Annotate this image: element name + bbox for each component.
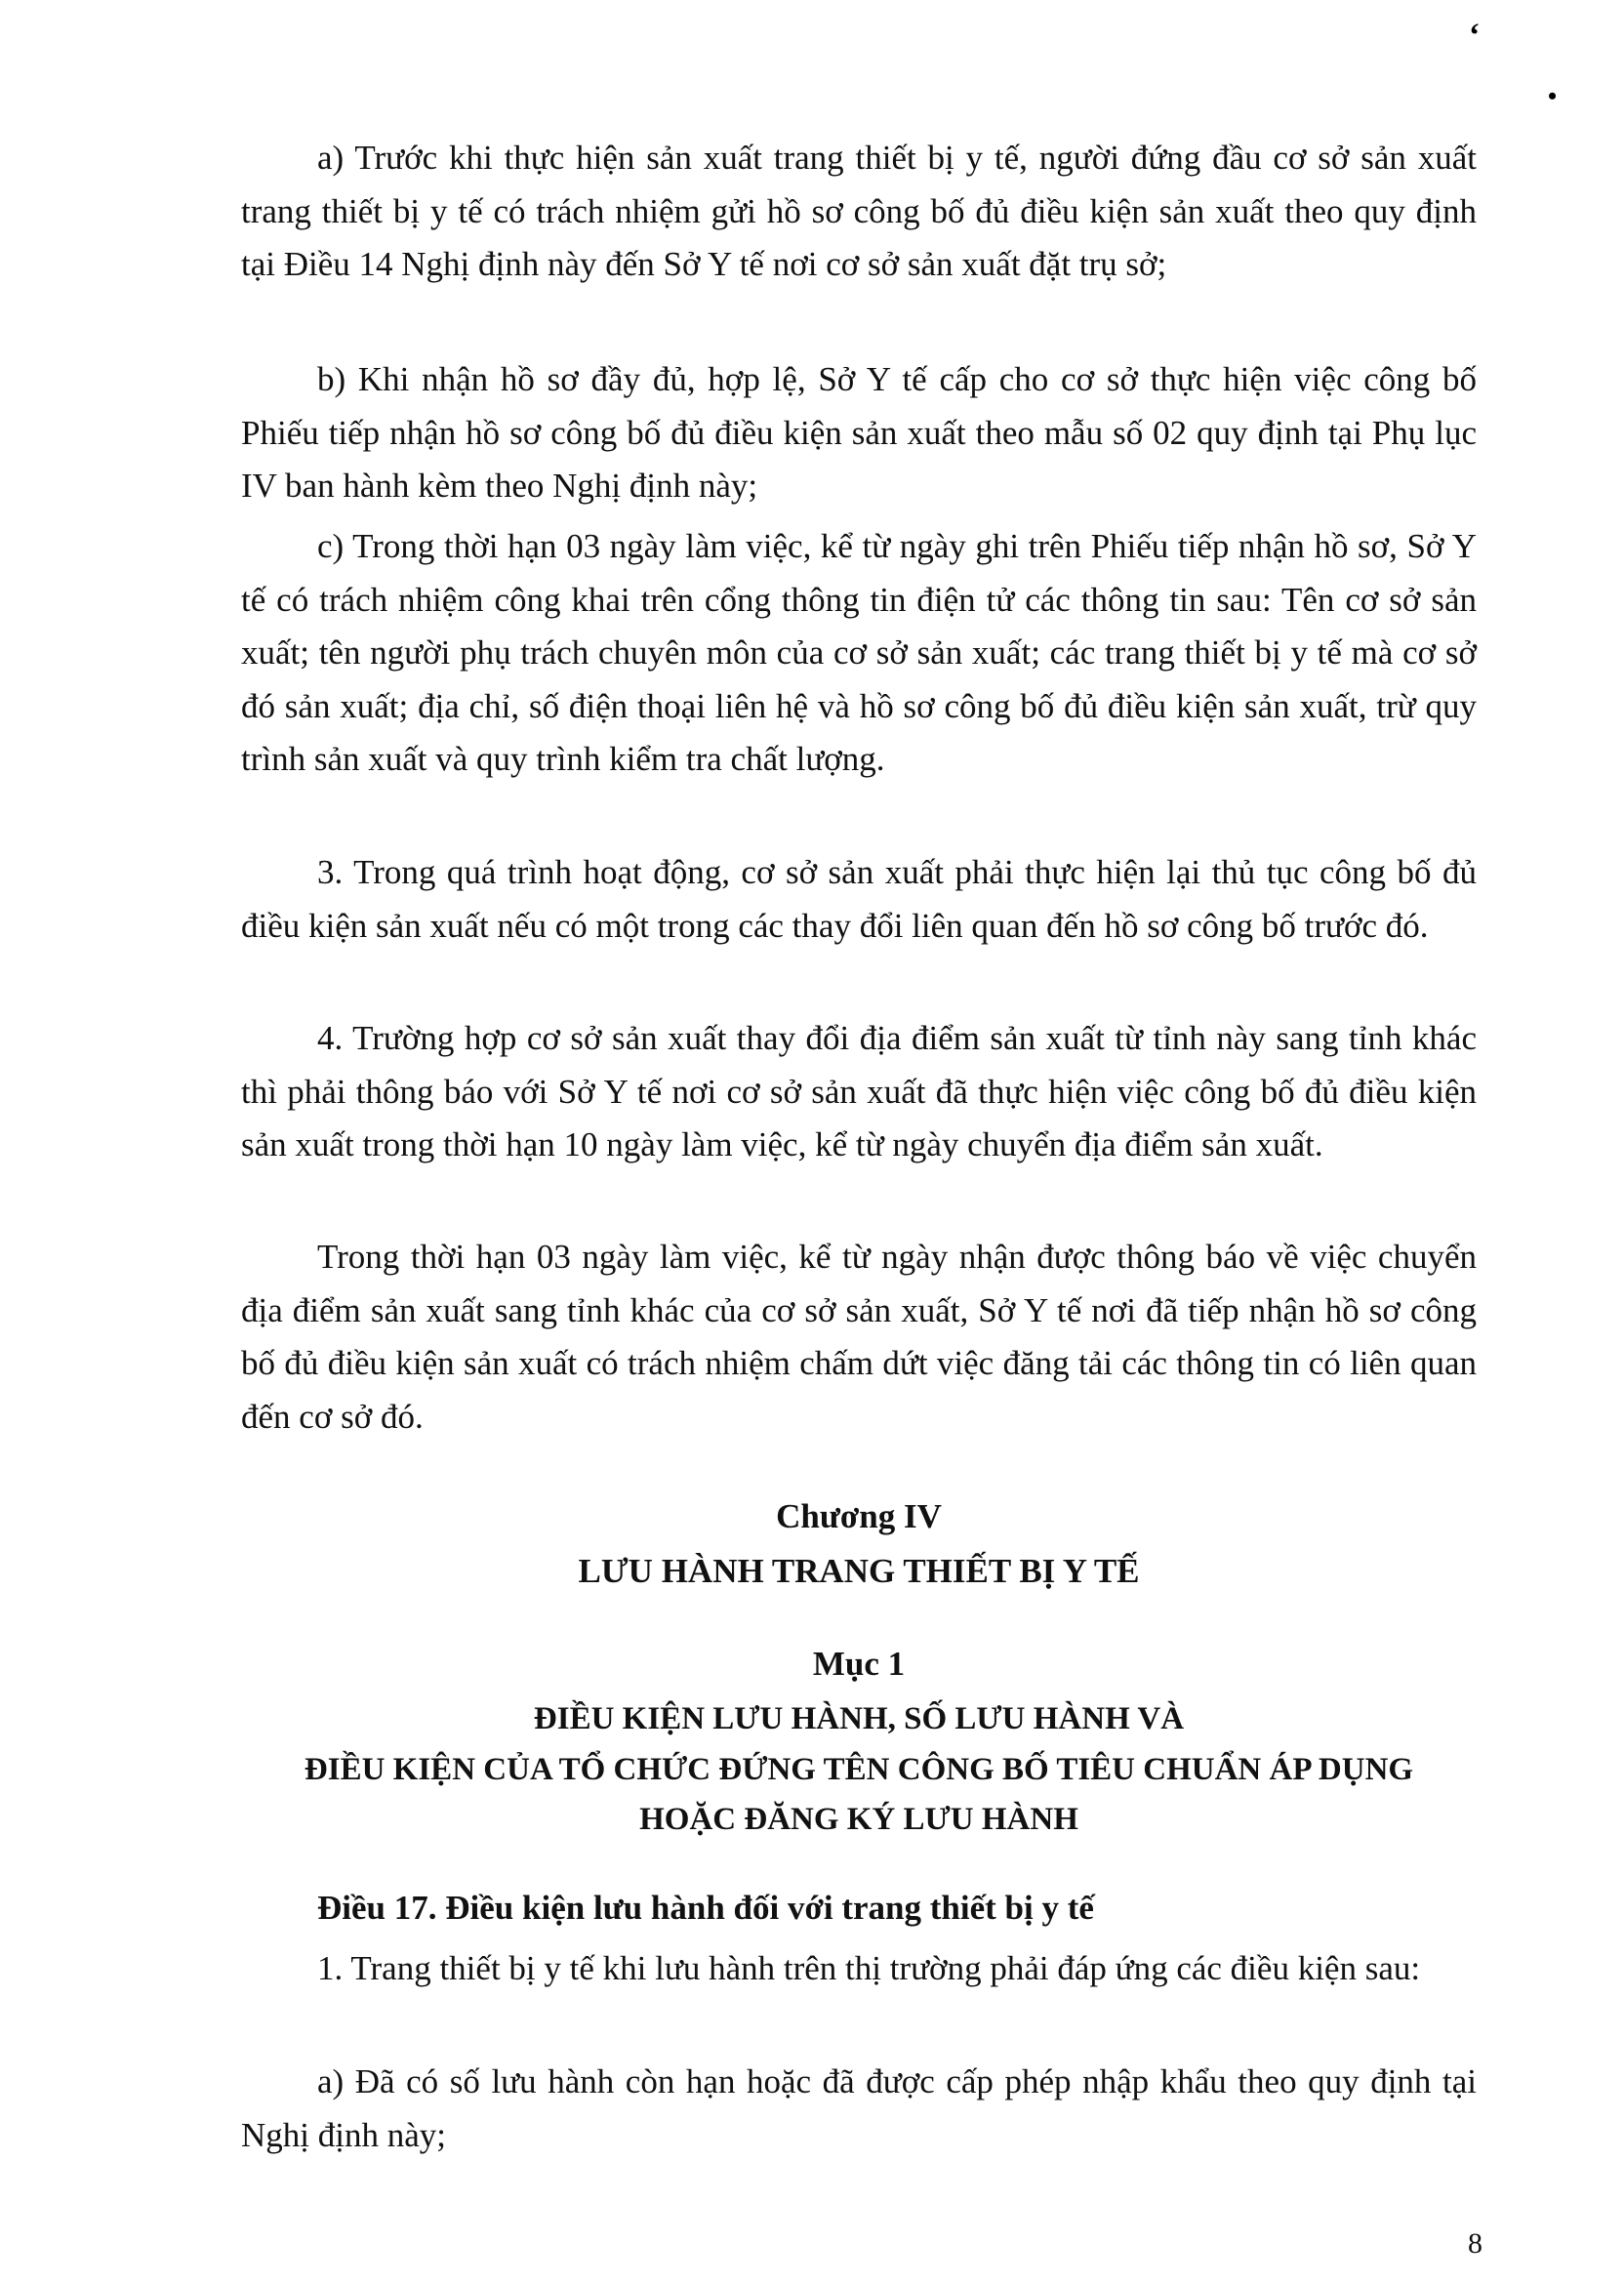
paragraph-notice-period: Trong thời hạn 03 ngày làm việc, kể từ ngày nhận được thông báo về việc chuyển địa điểm sản xuất sang tỉnh khác của cơ sở sản xuất, Sở Y tế nơi đã tiếp nhận hồ sơ công bố đủ điều kiện sản xuất có trách nhiệm chấm dứt việc đăng tải các thông tin có liên quan đến cơ sở đó. xyxy=(241,1238,1477,1436)
section-title-line-1: ĐIỀU KIỆN LƯU HÀNH, SỐ LƯU HÀNH VÀ xyxy=(533,1701,1185,1736)
paragraph-c: c) Trong thời hạn 03 ngày làm việc, kể từ ngày ghi trên Phiếu tiếp nhận hồ sơ, Sở Y tế có trách nhiệm công khai trên cổng thông tin điện tử các thông tin sau: Tên cơ sở sản xuất; tên người phụ trách chuyên môn của cơ sở sản xuất; các trang thiết bị y tế mà cơ sở đó sản xuất; địa chỉ, số điện thoại liên hệ và hồ sơ công bố đủ điều kiện sản xuất, trừ quy trình sản xuất và quy trình kiểm tra chất lượng. xyxy=(241,527,1477,778)
section-title-line-2: ĐIỀU KIỆN CỦA TỔ CHỨC ĐỨNG TÊN CÔNG BỐ TIÊU CHUẨN ÁP DỤNG xyxy=(304,1752,1414,1787)
paragraph-4: 4. Trường hợp cơ sở sản xuất thay đổi địa điểm sản xuất từ tỉnh này sang tỉnh khác thì phải thông báo với Sở Y tế nơi cơ sở sản xuất đã thực hiện việc công bố đủ điều kiện sản xuất trong thời hạn 10 ngày làm việc, kể từ ngày chuyển địa điểm sản xuất. xyxy=(241,1019,1477,1163)
page-number: 8 xyxy=(1468,2227,1482,2260)
chapter-label: Chương IV xyxy=(776,1497,942,1535)
paragraph-3: 3. Trong quá trình hoạt động, cơ sở sản xuất phải thực hiện lại thủ tục công bố đủ điều kiện sản xuất nếu có một trong các thay đổi liên quan đến hồ sơ công bố trước đó. xyxy=(241,853,1477,945)
article-17-paragraph-1a: a) Đã có số lưu hành còn hạn hoặc đã được cấp phép nhập khẩu theo quy định tại Nghị định này; xyxy=(241,2062,1477,2154)
paragraph-b: b) Khi nhận hồ sơ đầy đủ, hợp lệ, Sở Y tế cấp cho cơ sở thực hiện việc công bố Phiếu tiếp nhận hồ sơ công bố đủ điều kiện sản xuất theo mẫu số 02 quy định tại Phụ lục IV ban hành kèm theo Nghị định này; xyxy=(241,360,1477,505)
section-label: Mục 1 xyxy=(812,1645,906,1683)
section-title-line-3: HOẶC ĐĂNG KÝ LƯU HÀNH xyxy=(639,1802,1078,1837)
scan-mark-dot: • xyxy=(1548,82,1558,110)
article-17-paragraph-1: 1. Trang thiết bị y tế khi lưu hành trên thị trường phải đáp ứng các điều kiện sau: xyxy=(317,1949,1421,1987)
article-17-heading: Điều 17. Điều kiện lưu hành đối với trang thiết bị y tế xyxy=(317,1889,1094,1927)
paragraph-a: a) Trước khi thực hiện sản xuất trang thiết bị y tế, người đứng đầu cơ sở sản xuất trang thiết bị y tế có trách nhiệm gửi hồ sơ công bố đủ điều kiện sản xuất theo quy định tại Điều 14 Nghị định này đến Sở Y tế nơi cơ sở sản xuất đặt trụ sở; xyxy=(241,139,1477,283)
chapter-title: LƯU HÀNH TRANG THIẾT BỊ Y TẾ xyxy=(578,1552,1140,1590)
scan-mark-top: ‘ xyxy=(1469,18,1481,54)
